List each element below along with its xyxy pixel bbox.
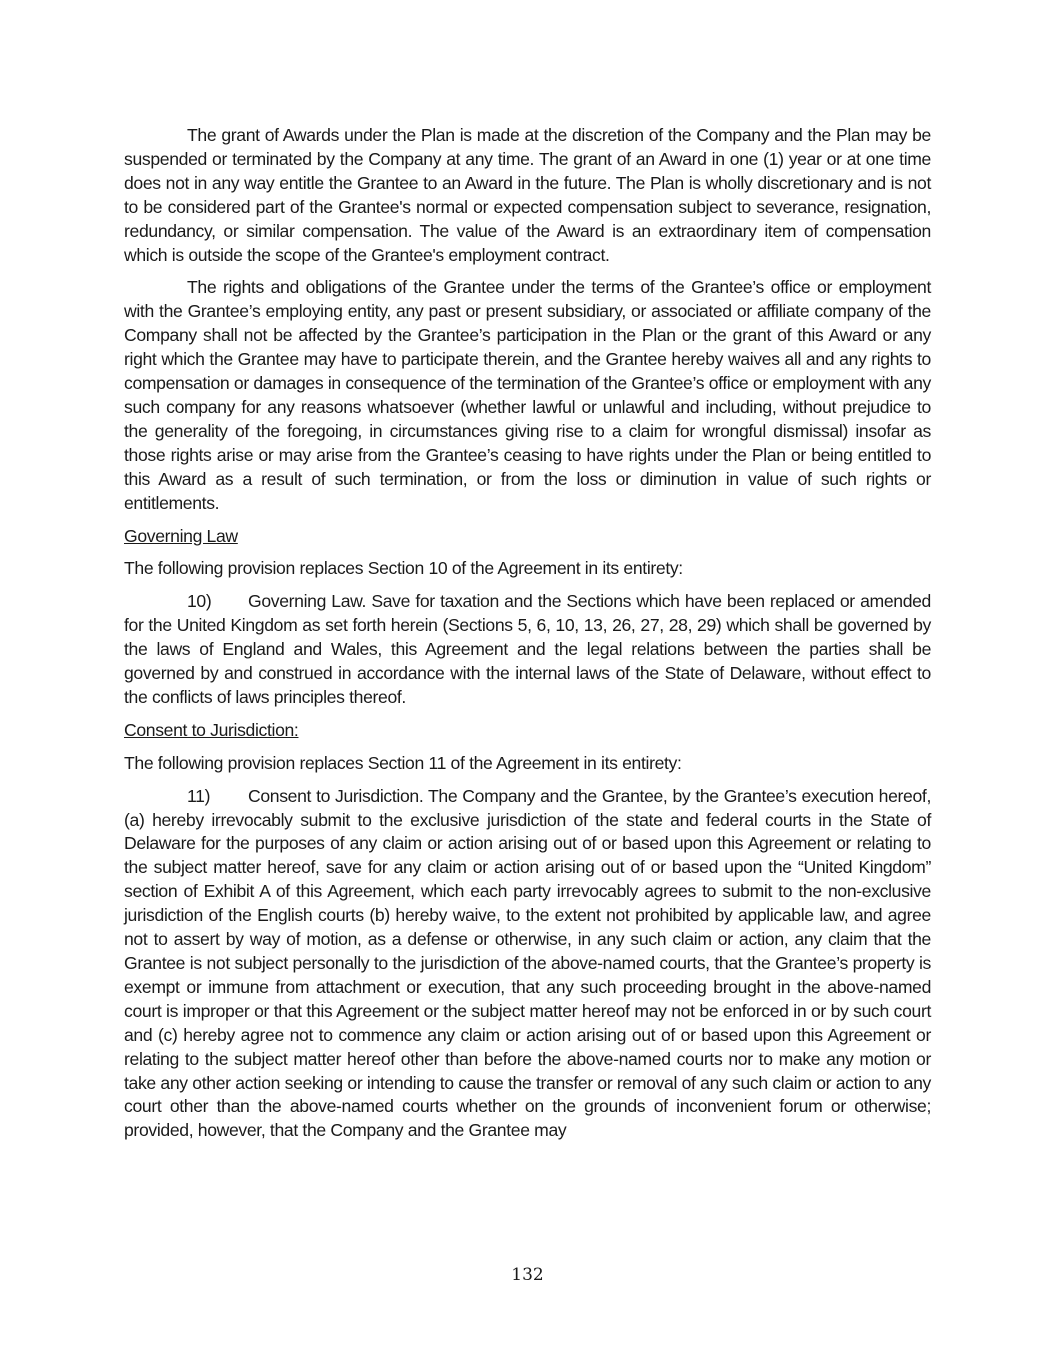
page-number: 132 [511,1265,544,1285]
section-10-number: 10) [187,591,212,612]
intro-section-11: The following provision replaces Section 11 of the Agreement in its entirety: [124,752,682,773]
section-10-text: Governing Law. Save for taxation and the Sections which have been replaced or amended for the United Kingdom as set forth herein (Sections 5, 6, 10, 13, 26, 27, 28, 29) which shall be governed by the laws of England and Wales, this Agreement and the legal relations between the parties shall be governed by and construed in accordance with the internal laws of the State of Delaware, without effect to the conflicts of laws principles thereof. [124,591,931,707]
paragraph-rights-obligations: The rights and obligations of the Grantee under the terms of the Grantee’s office or employment with the Grantee’s employing entity, any past or present subsidiary, or associated or affiliate company of the Company shall not be affected by the Grantee’s participation in the Plan or the grant of this Award or any right which the Grantee may have to participate therein, and the Grantee hereby waives all and any rights to compensation or damages in consequence of the termination of the Grantee’s office or employment with any such company for any reasons whatsoever (whether lawful or unlawful and including, without prejudice to the generality of the foregoing, in circumstances giving rise to a claim for wrongful dismissal) insofar as those rights arise or may arise from the Grantee’s ceasing to have rights under the Plan or being entitled to this Award as a result of such termination, or from the loss or diminution in value of such rights or entitlements. [124,277,931,513]
heading-consent-jurisdiction: Consent to Jurisdiction: [124,719,299,740]
section-11-text: Consent to Jurisdiction. The Company and the Grantee, by the Grantee’s execution hereof, (a) hereby irrevocably submit to the exclusive jurisdiction of the state and federal courts in the State of Delaware for the purposes of any claim or action arising out of or based upon this Agreement or relating to the subject matter hereof, save for any claim or action arising out of or based upon the “United Kingdom” section of Exhibit A of this Agreement, which each party irrevocably agrees to submit to the non-exclusive jurisdiction of the English courts (b) hereby waive, to the extent not prohibited by applicable law, and agree not to assert by way of motion, as a defense or otherwise, in any such claim or action, any claim that the Grantee is not subject personally to the jurisdiction of the above-named courts, that the Grantee’s property is exempt or immune from attachment or execution, that any such proceeding brought in the above-named court is improper or that this Agreement or the subject matter hereof may not be enforced in or by such court and (c) hereby agree not to commence any claim or action arising out of or based upon this Agreement or relating to the subject matter hereof other than before the above-named courts nor to make any motion or take any other action seeking or intending to cause the transfer or removal of any such claim or action to any court other than the above-named courts whether on the grounds of inconvenient forum or otherwise; provided, however, that the Company and the Grantee may [124,785,931,1141]
document-page [124,124,931,1152]
heading-governing-law: Governing Law [124,525,238,546]
section-11-paragraph [124,785,931,1144]
paragraph-award-discretion: The grant of Awards under the Plan is made at the discretion of the Company and the Plan may be suspended or terminated by the Company at any time. The grant of an Award in one (1) year or at one time does not in any way entitle the Grantee to an Award in the future. The Plan is wholly discretionary and is not to be considered part of the Grantee's normal or expected compensation subject to severance, resignation, redundancy, or similar compensation. The value of the Award is an extraordinary item of compensation which is outside the scope of the Grantee's employment contract. [124,125,931,265]
section-11-number: 11) [187,785,211,806]
section-10-paragraph [124,590,931,710]
intro-section-10: The following provision replaces Section 10 of the Agreement in its entirety: [124,558,683,579]
